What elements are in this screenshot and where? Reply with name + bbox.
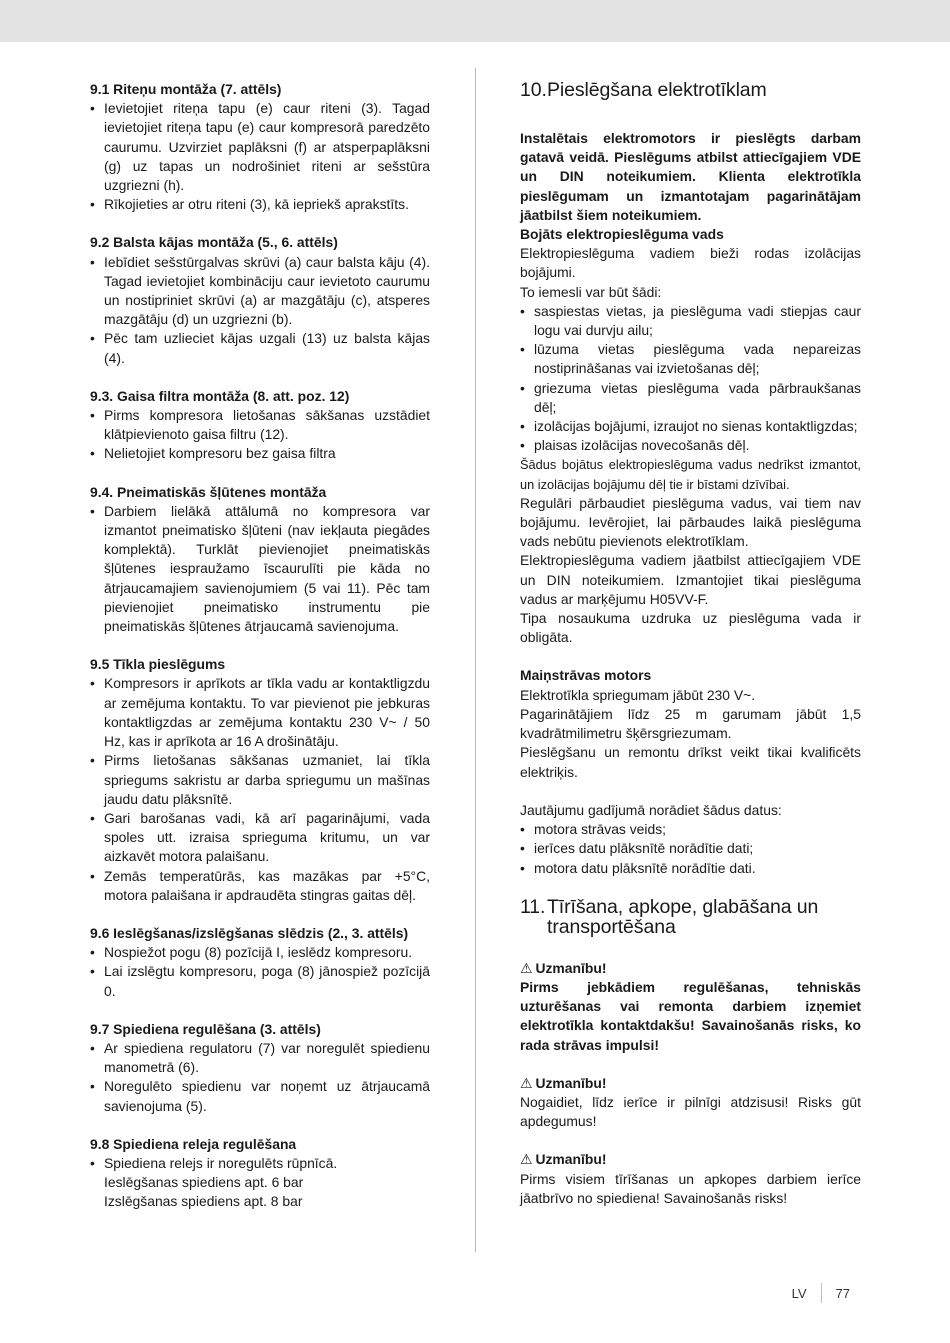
paragraph: Elektropieslēguma vadiem bieži rodas izolācijas bojājumi. [520, 245, 861, 281]
right-column [520, 80, 861, 1227]
paragraph: Šādus bojātus elektropieslēguma vadus nedrīkst izmantot, un izolācijas bojājumu dēļ tie ir bīstami dzīvībai. [520, 457, 861, 492]
chapter-11-heading [520, 897, 861, 937]
section-title: 9.7 Spiediena regulēšana (3. attēls) [90, 1020, 321, 1037]
chapter-10-heading [520, 80, 861, 100]
warning-text: Pirms jebkādiem regulēšanas, tehniskās uzturēšanas vai remonta darbiem izņemiet elektrotīkla kontaktdakšu! Savainošanās risks, ko rada strāvas impulsi! [520, 978, 861, 1053]
section-9-5 [90, 655, 430, 905]
section-title: 9.4. Pneimatiskās šļūtenes montāža [90, 483, 327, 500]
section-title: Maiņstrāvas motors [520, 667, 652, 684]
bullet-list [90, 943, 430, 1001]
bullet-list [90, 502, 430, 636]
section-9-6 [90, 924, 430, 1001]
top-band [0, 0, 950, 42]
section-9-8 [90, 1135, 430, 1212]
list-item: • Nelietojiet kompresoru bez gaisa filtra [90, 444, 430, 463]
chapter-number: 11. [520, 895, 546, 918]
bullet-list [90, 99, 430, 214]
section-9-1 [90, 80, 430, 214]
paragraph: Tipa nosaukuma uzdruka uz pieslēguma vada ir obligāta. [520, 610, 861, 646]
section-title: 9.5 Tīkla pieslēgums [90, 656, 226, 673]
language-code: LV [791, 1285, 807, 1301]
left-column [90, 80, 430, 1231]
page-number: 77 [835, 1285, 850, 1301]
warning-text: Nogaidiet, līdz ierīce ir pilnīgi atdzisusi! Risks gūt apdegumus! [520, 1093, 861, 1130]
section-title: 9.6 Ieslēgšanas/izslēgšanas slēdzis (2., 3. attēls) [90, 924, 409, 941]
bullet-list [520, 820, 861, 878]
warning-heading: ⚠ Uzmanību! [520, 1074, 861, 1093]
spacer [520, 782, 861, 801]
section-9-7 [90, 1020, 430, 1116]
warning-heading: ⚠ Uzmanību! [520, 959, 861, 978]
list-item: • Pirms lietošanas sākšanas uzmaniet, lai tīkla spriegums sakristu ar darba spriegumu un mašīnas jaudu datu plāksnītē. [90, 751, 430, 809]
paragraph: Elektrotīkla spriegumam jābūt 230 V~. [520, 686, 756, 703]
footer-divider [821, 1283, 822, 1303]
warning-3 [520, 1150, 861, 1208]
chapter-number: 10. [520, 79, 547, 101]
paragraph: To iemesli var būt šādi: [520, 283, 662, 300]
list-item: • Darbiem lielākā attālumā no kompresora var izmantot pneimatisko šļūteni (nav iekļauta piegādes komplektā). Turklāt pievienojiet pneimatiskās šļūtenes iespraužamo īscaurulīti pie kāda no ātrjaucamajiem savienojumiem (5 vai 11). Pēc tam pievienojiet pneimatisko instrumentu pie pneimatiskās šļūtenes ātrjaucamā savienojuma. [90, 502, 430, 636]
warning-1 [520, 959, 861, 1055]
list-item: • Pēc tam uzlieciet kājas uzgali (13) uz balsta kājas (4). [90, 329, 430, 367]
list-item: • Nospiežot pogu (8) pozīcijā I, ieslēdz kompresoru. [90, 943, 430, 962]
paragraph: Jautājumu gadījumā norādiet šādus datus: [520, 801, 782, 818]
list-item: • Lai izslēgtu kompresoru, poga (8) jānospiež pozīcijā 0. [90, 962, 430, 1000]
list-item: • Ievietojiet riteņa tapu (e) caur riteni (3). Tagad ievietojiet riteņa tapu (e) caur kompresorā paredzēto caurumu. Uzvirziet paplāksni (f) ar atsperpaplāksni (g) uz tapas un nodrošiniet riteni ar sešstūra uzgriezni (h). [90, 99, 430, 195]
list-item: • motora strāvas veids; [520, 820, 861, 839]
chapter-title: Tīrīšana, apkope, glabāšana un transportēšana [547, 895, 819, 938]
page-footer [792, 1283, 850, 1303]
list-item: • griezuma vietas pieslēguma vada pārbraukšanas dēļ; [520, 379, 861, 417]
warning-2 [520, 1074, 861, 1132]
section-title: 9.3. Gaisa filtra montāža (8. att. poz. 12) [90, 387, 350, 404]
warning-heading: ⚠ Uzmanību! [520, 1150, 861, 1169]
list-item: • Ar spiediena regulatoru (7) var noregulēt spiedienu manometrā (6). [90, 1039, 430, 1077]
warning-triangle-icon: ⚠ [520, 1151, 533, 1168]
list-item: • Pirms kompresora lietošanas sākšanas uzstādiet klātpievienoto gaisa filtru (12). [90, 406, 430, 444]
section-title: 9.2 Balsta kājas montāža (5., 6. attēls) [90, 234, 338, 251]
bullet-list [90, 1154, 430, 1173]
paragraph: Pagarinātājiem līdz 25 m garumam jābūt 1,5 kvadrātmilimetru šķērsgriezumam. [520, 705, 861, 742]
section-9-3 [90, 387, 430, 464]
section-9-4 [90, 483, 430, 637]
list-item: • Noregulēto spiedienu var noņemt uz ātrjaucamā savienojuma (5). [90, 1077, 430, 1115]
section-title: 9.8 Spiediena releja regulēšana [90, 1135, 297, 1152]
section-9-2 [90, 233, 430, 367]
switch-on-pressure: Ieslēgšanas spiediens apt. 6 bar [104, 1174, 304, 1191]
section-ac-motor [520, 666, 861, 877]
bullet-list [90, 1039, 430, 1116]
list-item: • Gari barošanas vadi, kā arī pagarinājumi, vada spoles utt. izraisa sprieguma kritumu, un var aizkavēt motora palaišanu. [90, 809, 430, 867]
warning-triangle-icon: ⚠ [520, 959, 533, 976]
list-item: • plaisas izolācijas novecošanās dēļ. [520, 436, 861, 455]
list-item: • Rīkojieties ar otru riteni (3), kā iepriekš aprakstīts. [90, 195, 430, 214]
list-item: • Iebīdiet sešstūrgalvas skrūvi (a) caur balsta kāju (4). Tagad ievietojiet kombināciju caur ievietoto caurumu un nostipriniet skrūvi (a) ar mazgātāju (c), atsperes mazgātāju (d) un uzgriezni (b). [90, 253, 430, 330]
list-item: • Kompresors ir aprīkots ar tīkla vadu ar kontaktligzdu ar zemējuma kontaktu. To var pievienot pie jebkuras kontaktligzdas ar zemējuma kontaktu 230 V~ / 50 Hz, kas ir aprīkota ar 16 A drošinātāju. [90, 674, 430, 751]
list-item: • lūzuma vietas pieslēguma vada nepareizas nostiprināšanas vai izvietošanas dēļ; [520, 340, 861, 378]
section-title: 9.1 Riteņu montāža (7. attēls) [90, 81, 282, 97]
list-item: • ierīces datu plāksnītē norādītie dati; [520, 839, 861, 858]
section-title: Bojāts elektropieslēguma vads [520, 226, 724, 243]
paragraph: Pieslēgšanu un remontu drīkst veikt tikai kvalificēts elektriķis. [520, 744, 861, 780]
list-item: • motora datu plāksnītē norādītie dati. [520, 859, 861, 878]
list-item: • Zemās temperatūrās, kas mazākas par +5°C, motora palaišana ir apdraudēta stingras gaitas dēļ. [90, 867, 430, 905]
bullet-list [90, 406, 430, 464]
list-item: • izolācijas bojājumi, izraujot no sienas kontaktligzdas; [520, 417, 861, 436]
chapter-title: Pieslēgšana elektrotīklam [547, 79, 767, 101]
paragraph: Elektropieslēguma vadiem jāatbilst attiecīgajiem VDE un DIN noteikumiem. Izmantojiet tikai pieslēguma vadus ar marķējumu H05VV-F. [520, 552, 861, 607]
list-item: • saspiestas vietas, ja pieslēguma vadi stiepjas caur logu vai durvju ailu; [520, 302, 861, 340]
warning-text: Pirms visiem tīrīšanas un apkopes darbiem ierīce jāatbrīvo no spiediena! Savainošanās risks! [520, 1170, 861, 1206]
intro-paragraph: Instalētais elektromotors ir pieslēgts darbam gatavā veidā. Pieslēgums atbilst attiecīgajiem VDE un DIN noteikumiem. Klienta elektrotīkla pieslēgumam un izmantotajam pagarinātājam jāatbilst šiem noteikumiem. [520, 130, 861, 223]
bullet-list [90, 253, 430, 368]
switch-off-pressure: Izslēgšanas spiediens apt. 8 bar [104, 1193, 303, 1210]
section-damaged-cable [520, 225, 861, 647]
bullet-list [90, 674, 430, 904]
column-divider [475, 68, 476, 1252]
bullet-list [520, 302, 861, 456]
paragraph: Regulāri pārbaudiet pieslēguma vadus, vai tiem nav bojājumu. Ievērojiet, lai pārbaudes laikā pieslēguma vads nebūtu pievienots elektrotīklam. [520, 494, 861, 550]
list-item: • Spiediena relejs ir noregulēts rūpnīcā. [90, 1154, 430, 1173]
warning-triangle-icon: ⚠ [520, 1074, 533, 1091]
